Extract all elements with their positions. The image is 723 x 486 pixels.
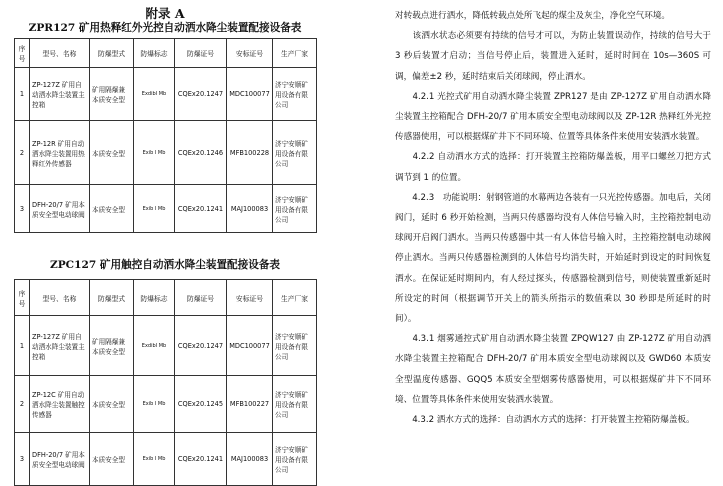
table2-header-explosion-type: 防爆型式: [90, 280, 134, 316]
cell-explosion-type: 矿用隔爆兼本质安全型: [90, 68, 134, 121]
cell-explosion-mark: Exib I Mb: [134, 376, 175, 433]
cell-safety-cert: MFB100227: [227, 376, 273, 433]
cell-manufacturer: 济宁安顺矿用设备有限公司: [273, 376, 317, 433]
cell-model: ZP-127Z 矿用自动洒水降尘装置主控箱: [30, 316, 90, 376]
cell-manufacturer: 济宁安顺矿用设备有限公司: [273, 185, 317, 233]
table2-header-explosion-cert: 防爆证号: [175, 280, 227, 316]
cell-index: 1: [15, 316, 30, 376]
table1-header-row: [15, 39, 317, 68]
paragraph: 4.2.2 自动洒水方式的选择：打开装置主控箱防爆盖板，用平口螺丝刀把方式调节到 1 的位置。: [395, 152, 711, 183]
cell-index: 2: [15, 121, 30, 185]
cell-explosion-cert: CQEx20.1247: [175, 68, 227, 121]
cell-model: ZP-12R 矿用自动洒水降尘装置用热释红外传感器: [30, 121, 90, 185]
cell-explosion-type: 本质安全型: [90, 376, 134, 433]
table-row: [15, 376, 317, 433]
table-row: [15, 433, 317, 486]
table1-title: ZPR127 矿用热释红外光控自动洒水降尘装置配接设备表: [28, 22, 302, 34]
table1-header-explosion-mark: 防爆标志: [134, 39, 175, 68]
table1-header-model: 型号、名称: [30, 39, 90, 68]
table2-header-index: 序号: [15, 280, 30, 316]
cell-manufacturer: 济宁安顺矿用设备有限公司: [273, 433, 317, 486]
paragraph: 该洒水状态必须要有持续的信号才可以，为防止装置误动作，持续的信号大于 3 秒后装置才启动；当信号停止后，装置进入延时，延时时间在 10s—360S 可调，偏差±2 秒，延时结束后关闭球阀，停止洒水。: [395, 31, 711, 82]
cell-safety-cert: MDC100077: [227, 68, 273, 121]
cell-safety-cert: MAJ100083: [227, 185, 273, 233]
cell-manufacturer: 济宁安顺矿用设备有限公司: [273, 316, 317, 376]
table-row: [15, 316, 317, 376]
cell-index: 3: [15, 433, 30, 486]
cell-explosion-mark: ExdibI Mb: [134, 68, 175, 121]
cell-safety-cert: MDC100077: [227, 316, 273, 376]
cell-manufacturer: 济宁安顺矿用设备有限公司: [273, 68, 317, 121]
paragraph: 4.2.3 功能说明：射钢管道的水幕两边各装有一只光控传感器。加电后，关闭阀门，延时 6 秒开始检测，当两只传感器均没有人体信号输入时，主控箱控制电动球阀开启阀门洒水。当两只传感器中其一有人体信号输入时，主控箱控制电动球阀停止洒水。当两只传感器检测到的人体信号均消失时，开始延时到设定的时间恢复洒水。在保证延时期间内，有人经过探头，传感器检测到信号，则使装置重新延时所设定的时间（根据调节开关上的箭头所指示的数值乘以 30 秒即是所延时的时间）。: [395, 192, 711, 325]
cell-model: ZP-12C 矿用自动洒水降尘装置触控传感器: [30, 376, 90, 433]
table2-zpc127-equipment: [14, 279, 317, 486]
cell-explosion-mark: Exib I Mb: [134, 185, 175, 233]
cell-safety-cert: MFB100228: [227, 121, 273, 185]
cell-explosion-mark: Exib I Mb: [134, 121, 175, 185]
cell-index: 1: [15, 68, 30, 121]
table1-header-manufacturer: 生产厂家: [273, 39, 317, 68]
table2-header-row: [15, 280, 317, 316]
paragraph: 4.3.2 洒水方式的选择：自动洒水方式的选择：打开装置主控箱防爆盖板。: [395, 415, 695, 426]
table2-header-manufacturer: 生产厂家: [273, 280, 317, 316]
table1-zpr127-equipment: [14, 38, 317, 233]
left-column: [14, 6, 316, 486]
cell-explosion-cert: CQEx20.1241: [175, 433, 227, 486]
paragraph: 4.3.1 烟雾通控式矿用自动洒水降尘装置 ZPQW127 由 ZP-127Z 矿用自动洒水降尘装置主控箱配合 DFH-20/7 矿用本质安全型电动球阀以及 GWD60 本质安全型温度传感器、GQQ5 本质安全型烟雾传感器使用，可以根据煤矿井下不同环境、位置等具体条件来使用安装洒水装置。: [395, 334, 711, 405]
table1-header-explosion-type: 防爆型式: [90, 39, 134, 68]
cell-explosion-mark: ExdibI Mb: [134, 316, 175, 376]
cell-index: 2: [15, 376, 30, 433]
table-row: [15, 185, 317, 233]
cell-explosion-cert: CQEx20.1245: [175, 376, 227, 433]
cell-model: ZP-127Z 矿用自动洒水降尘装置主控箱: [30, 68, 90, 121]
cell-explosion-cert: CQEx20.1246: [175, 121, 227, 185]
cell-explosion-cert: CQEx20.1241: [175, 185, 227, 233]
table2-header-explosion-mark: 防爆标志: [134, 280, 175, 316]
cell-explosion-type: 本质安全型: [90, 121, 134, 185]
table-row: [15, 121, 317, 185]
cell-explosion-type: 本质安全型: [90, 185, 134, 233]
table1-header-explosion-cert: 防爆证号: [175, 39, 227, 68]
cell-model: DFH-20/7 矿用本质安全型电动球阀: [30, 433, 90, 486]
table2-title: ZPC127 矿用触控自动洒水降尘装置配接设备表: [49, 259, 281, 271]
cell-explosion-mark: Exib I Mb: [134, 433, 175, 486]
cell-safety-cert: MAJ100083: [227, 433, 273, 486]
cell-index: 3: [15, 185, 30, 233]
cell-manufacturer: 济宁安顺矿用设备有限公司: [273, 121, 317, 185]
table-row: [15, 68, 317, 121]
table1-header-safety-cert: 安标证号: [227, 39, 273, 68]
appendix-heading: 附录 A: [145, 6, 185, 21]
table2-header-safety-cert: 安标证号: [227, 280, 273, 316]
table1-header-index: 序号: [15, 39, 30, 68]
cell-explosion-type: 矿用隔爆兼本质安全型: [90, 316, 134, 376]
cell-explosion-type: 本质安全型: [90, 433, 134, 486]
paragraph: 对转载点进行洒水，降低转载点处所飞起的煤尘及灰尘，净化空气环境。: [395, 11, 671, 21]
right-column-body-text: [395, 6, 711, 430]
paragraph: 4.2.1 光控式矿用自动洒水降尘装置 ZPR127 是由 ZP-127Z 矿用自动洒水降尘装置主控箱配合 DFH-20/7 矿用本质安全型电动球阀以及 ZP-12R 热释红外光控传感器使用，可以根据煤矿井下不同环境、位置等具体条件来使用安装洒水装置。: [395, 91, 711, 143]
table2-header-model: 型号、名称: [30, 280, 90, 316]
cell-explosion-cert: CQEx20.1247: [175, 316, 227, 376]
cell-model: DFH-20/7 矿用本质安全型电动球阀: [30, 185, 90, 233]
